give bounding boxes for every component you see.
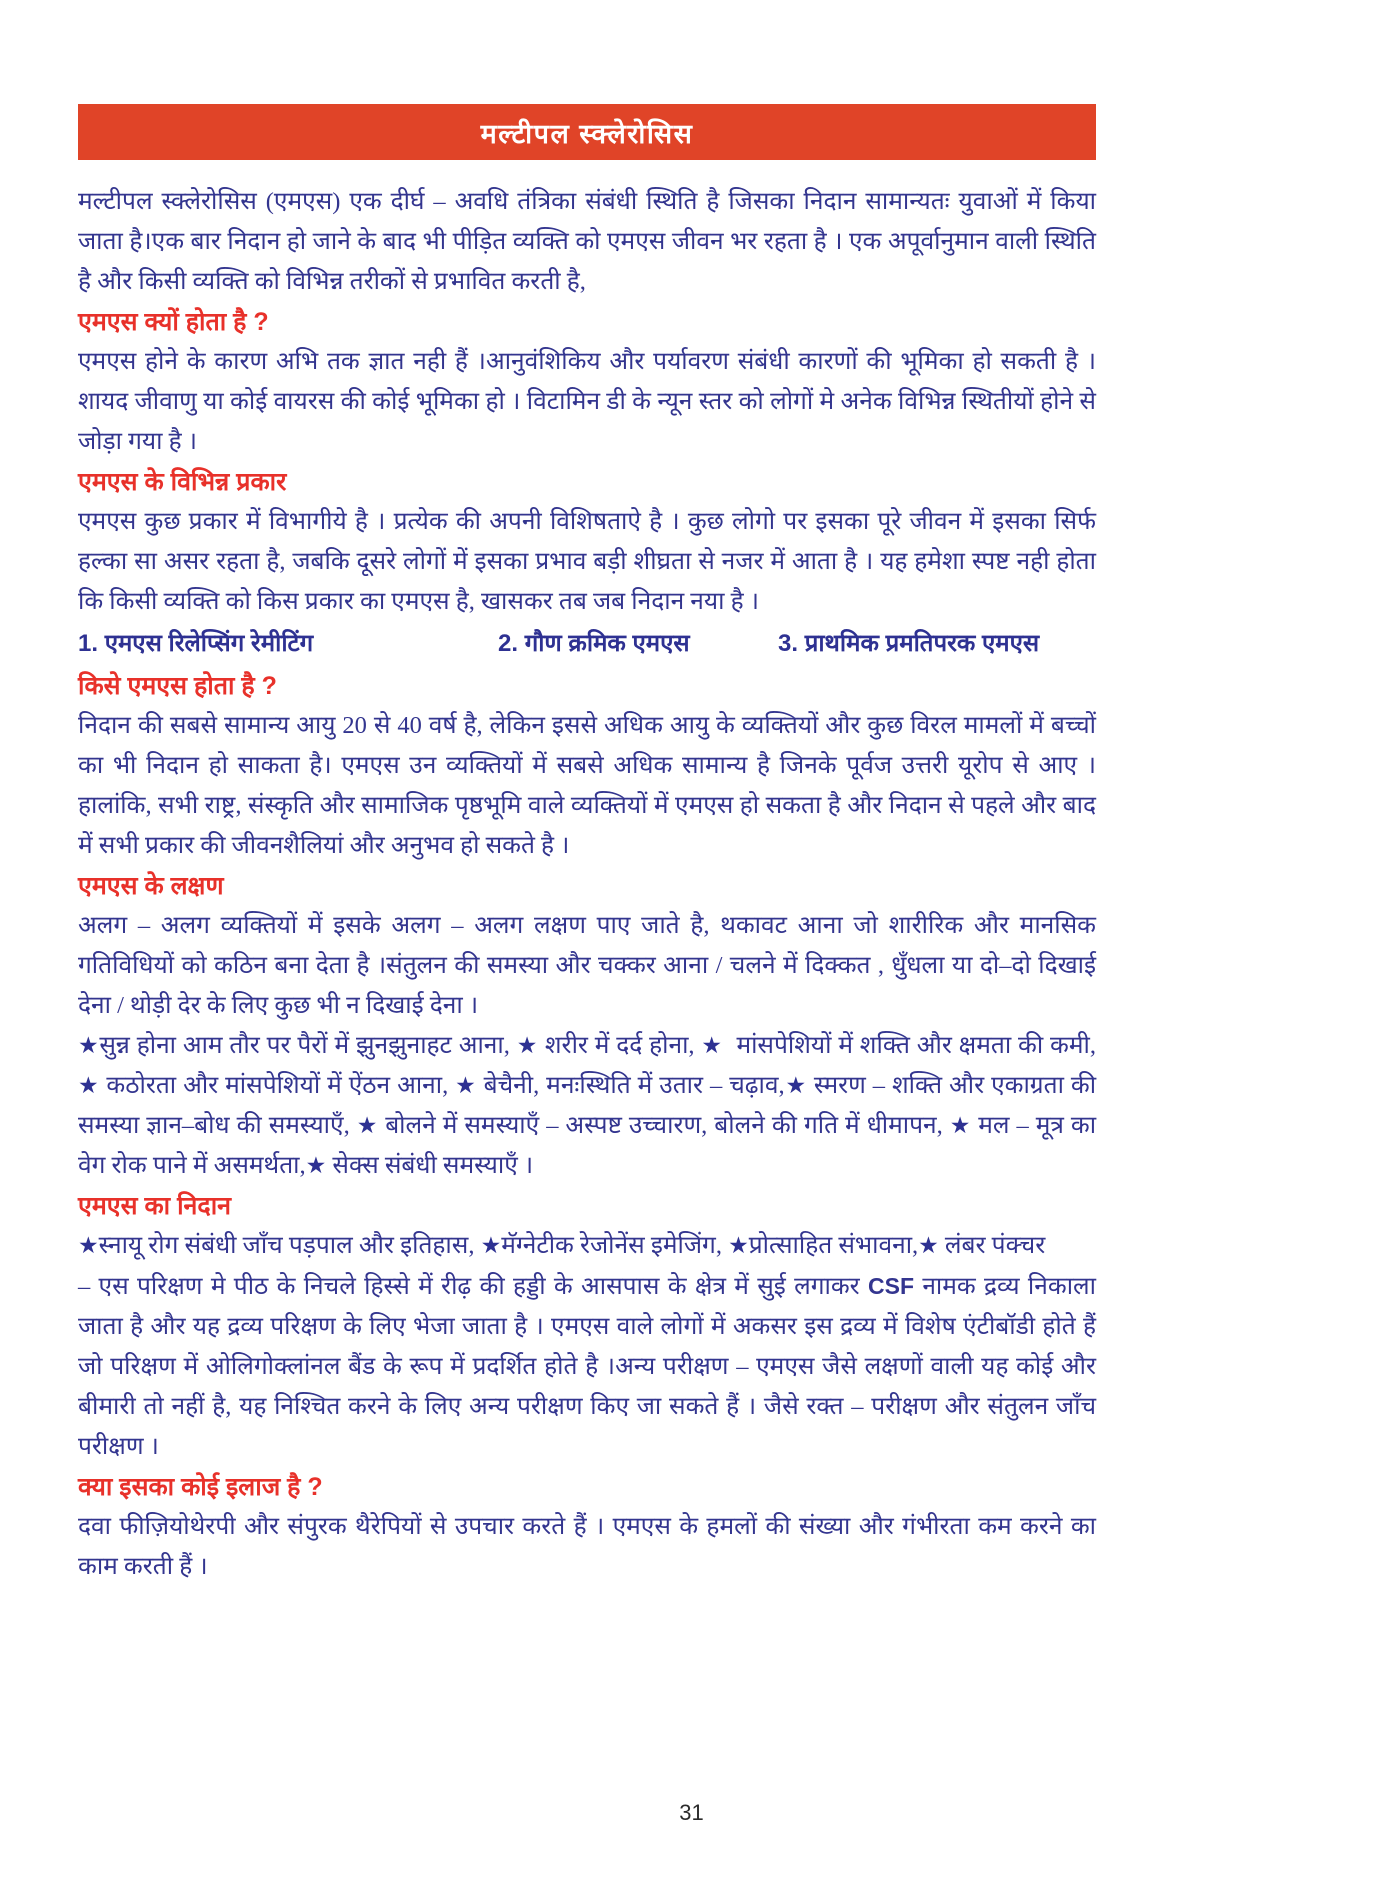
heading-ms-types: एमएस के विभिन्न प्रकार [78, 468, 287, 496]
symptom-item-4: कठोरता और मांसपेशियों में ऐंठन आना, [106, 1072, 449, 1099]
ms-type-item-2 [498, 622, 778, 666]
star-icon: ★ [728, 1233, 749, 1258]
diagnosis-item-2: मॅग्नेटीक रेजोनेंस इमेजिंग, [501, 1232, 722, 1259]
star-icon: ★ [918, 1233, 939, 1258]
ms-type-item-1 [78, 622, 498, 666]
paragraph-why-ms: एमएस होने के कारण अभि तक ज्ञात नही हैं ।आनुवंशिकिय और पर्यावरण संबंधी कारणों की भूमिका हो सकती है । शायद जीवाणु या कोई वायरस की कोई भूमिका हो । विटामिन डी के न्यून स्तर को लोगों मे अनेक विभिन्न स्थितीयों होने से जोड़ा गया है । [78, 348, 1096, 455]
page-number: 31 [679, 1800, 704, 1825]
symptom-item-7: बोलने में समस्याऍं – अस्पष्ट उच्चारण, बोलने की गति में धीमापन, [385, 1112, 943, 1139]
page-content [78, 0, 1096, 1587]
paragraph-diagnosis [78, 1266, 1096, 1467]
star-icon: ★ [78, 1073, 100, 1098]
ms-type-label-3: प्राथमिक प्रमतिपरक एमएस [804, 630, 1040, 657]
diagnosis-text-after-csf: नामक द्रव्य निकाला जाता है और यह द्रव्य परिक्षण के लिए भेजा जाता है । एमएस वाले लोगों में अकसर इस द्रव्य में विशेष एंटीबॉडी होते हैं जो परिक्षण में ओलिगोक्लांनल बैंड के रूप में प्रदर्शित होते है ।अन्य परीक्षण – एमएस जैसे लक्षणों वाली यह कोई और बीमारी तो नहीं है, यह निश्चित करने के लिए अन्य परीक्षण किए जा सकते हैं । जैसे रक्त – परीक्षण और संतुलन जॉंच परीक्षण । [78, 1273, 1096, 1460]
star-icon: ★ [480, 1233, 502, 1258]
ms-type-number-2: 2. [498, 630, 519, 657]
symptom-item-3: मांसपेशियों में शक्ति और क्षमता की कमी, [736, 1032, 1096, 1059]
star-icon: ★ [356, 1113, 379, 1138]
heading-diagnosis: एमएस का निदान [78, 1192, 232, 1220]
csf-term: CSF [868, 1273, 915, 1299]
diagnosis-bullet-list [78, 1226, 1096, 1266]
symptom-item-9: सेक्स संबंधी समस्याऍं । [332, 1152, 534, 1179]
star-icon: ★ [701, 1033, 723, 1058]
star-icon: ★ [784, 1073, 807, 1098]
star-icon: ★ [78, 1233, 99, 1258]
symptom-item-1: सुन्न होना आम तौर पर पैरों में झुनझुनाहट आना, [99, 1032, 510, 1059]
ms-type-label-1: एमएस रिलेप्सिंग रेमीटिंग [104, 630, 314, 657]
ms-types-list [78, 622, 1096, 666]
symptom-item-5: बेचैनी, मनःस्थिति में उतार – चढ़ाव, [483, 1072, 785, 1099]
symptoms-bullet-list [78, 1026, 1096, 1186]
ms-type-number-3: 3. [778, 630, 799, 657]
paragraph-ms-types: एमएस कुछ प्रकार में विभागीये है । प्रत्येक की अपनी विशिषताऐ है । कुछ लोगो पर इसका पूरे जीवन में इसका सिर्फ हल्का सा असर रहता है, जबकि दूसरे लोगों में इसका प्रभाव बड़ी शीघ्रता से नजर में आता है । यह हमेशा स्पष्ट नही होता कि किसी व्यक्ति को किस प्रकार का एमएस है, खासकर तब जब निदान नया है । [78, 508, 1096, 615]
heading-why-ms: एमएस क्यों होता है ? [78, 308, 269, 336]
star-icon: ★ [516, 1033, 539, 1058]
ms-type-number-1: 1. [78, 630, 99, 657]
page-title: मल्टीपल स्क्लेरोसिस [480, 118, 694, 149]
star-icon: ★ [78, 1033, 100, 1058]
paragraph-treatment: दवा फीज़ियोथेरपी और संपुरक थैरेपियों से उपचार करते हैं । एमएस के हमलों की संख्या और गंभीरता कम करने का काम करती हैं । [78, 1513, 1096, 1580]
star-icon: ★ [305, 1153, 327, 1178]
paragraph-symptoms: अलग – अलग व्यक्तियों में इसके अलग – अलग लक्षण पाए जाते है, थकावट आना जो शारीरिक और मानसिक गतिविधियों को कठिन बना देता है ।संतुलन की समस्या और चक्कर आना / चलने में दिक्कत , धुँधला या दो–दो दिखाई देना / थोड़ी देर के लिए कुछ भी न दिखाई देना । [78, 912, 1096, 1019]
ms-type-item-3 [778, 622, 1096, 666]
diagnosis-item-3: प्रोत्साहित संभावना, [748, 1232, 919, 1259]
star-icon: ★ [949, 1113, 972, 1138]
diagnosis-item-1: स्नायू रोग संबंधी जॉंच पड़पाल और इतिहास, [98, 1232, 475, 1259]
star-icon: ★ [455, 1073, 477, 1098]
symptom-item-8: मल – मूत्र का वेग रोक पाने में असमर्थता, [78, 1112, 1097, 1179]
ms-type-label-2: गौण क्रमिक एमएस [524, 630, 690, 657]
intro-paragraph: मल्टीपल स्क्लेरोसिस (एमएस) एक दीर्घ – अवधि तंत्रिका संबंधी स्थिति है जिसका निदान सामान्यतः युवाओं में किया जाता है।एक बार निदान हो जाने के बाद भी पीड़ित व्यक्ति को एमएस जीवन भर रहता है । एक अपूर्वानुमान वाली स्थिति है और किसी व्यक्ति को विभिन्न तरीकों से प्रभावित करती है, [78, 188, 1096, 295]
heading-treatment: क्या इसका कोई इलाज है ? [78, 1473, 323, 1501]
diagnosis-item-4: लंबर पंक्चर [944, 1232, 1046, 1259]
diagnosis-text-before-csf: – एस परिक्षण मे पीठ के निचले हिस्से में रीढ़ की हड्डी के आसपास के क्षेत्र में सुई लगाकर [78, 1273, 869, 1300]
symptom-item-2: शरीर में दर्द होना, [544, 1032, 695, 1059]
symptom-item-6: स्मरण – शक्ति और एकाग्रता की समस्या ज्ञान–बोध की समस्याऍं, [78, 1072, 1097, 1139]
heading-symptoms: एमएस के लक्षण [78, 872, 224, 900]
paragraph-who-gets-ms: निदान की सबसे सामान्य आयु 20 से 40 वर्ष है, लेकिन इससे अधिक आयु के व्यक्तियों और कुछ विरल मामलों में बच्चों का भी निदान हो साकता है। एमएस उन व्यक्तियों में सबसे अधिक सामान्य है जिनके पूर्वज उत्तरी यूरोप से आए । हालांकि, सभी राष्ट्र, संस्कृति और सामाजिक पृष्ठभूमि वाले व्यक्तियों में एमएस हो सकता है और निदान से पहले और बाद में सभी प्रकार की जीवनशैलियां और अनुभव हो सकते है । [78, 712, 1096, 859]
page-header-banner [78, 104, 1096, 160]
heading-who-gets-ms: किसे एमएस होता है ? [78, 672, 277, 700]
